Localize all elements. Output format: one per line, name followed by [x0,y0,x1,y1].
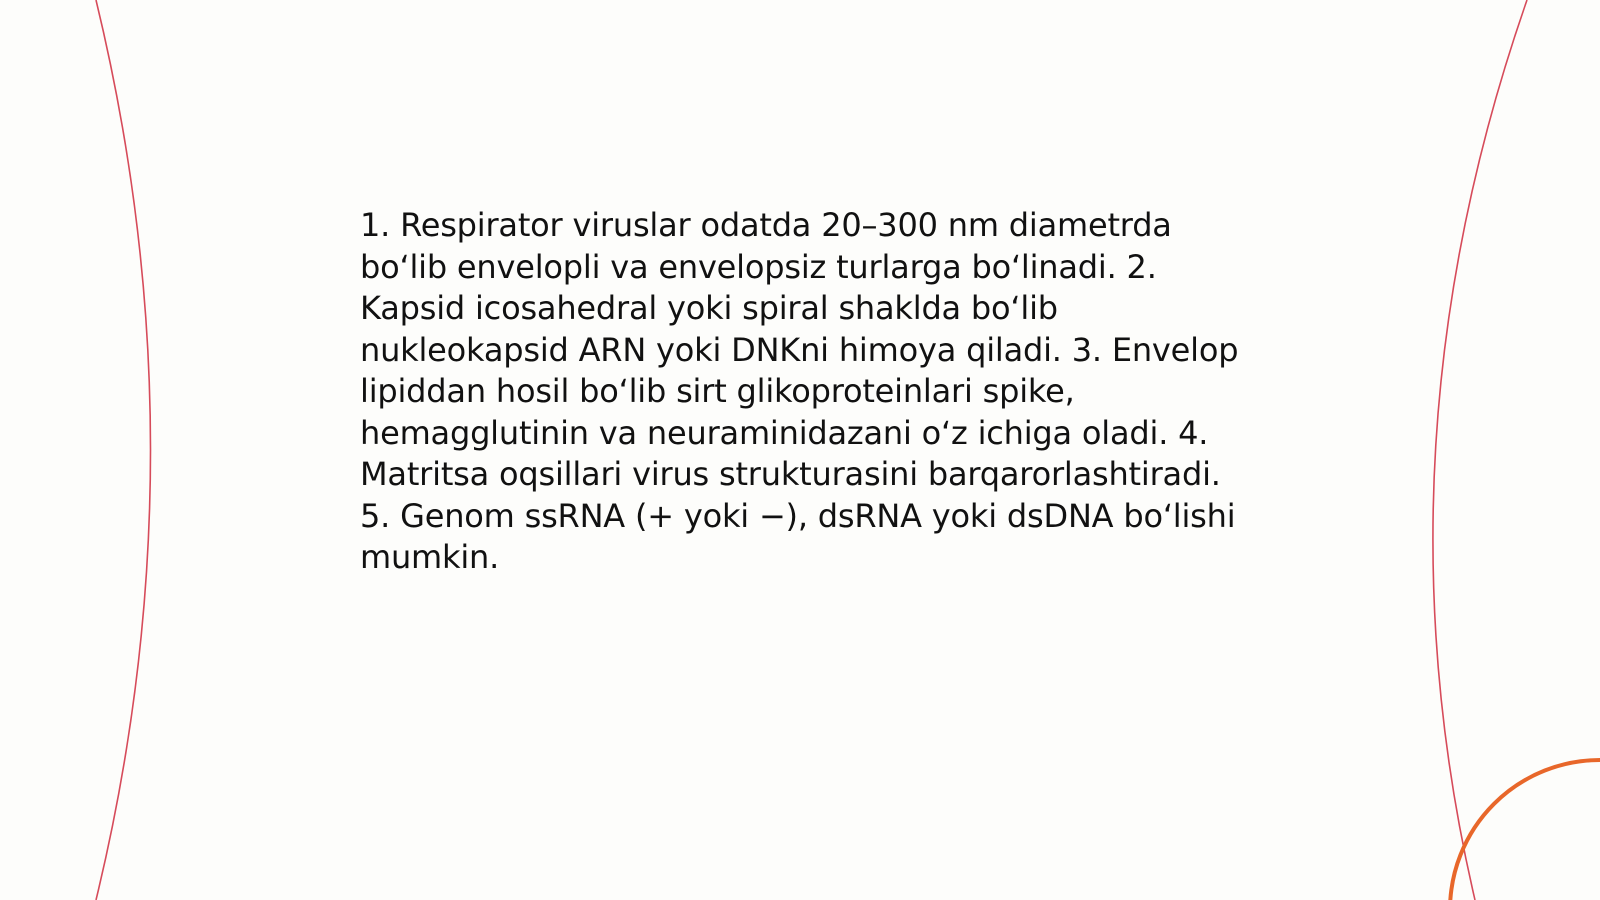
corner-accent-arc [1450,760,1600,900]
left-arc-line [96,0,151,900]
slide-body-text: 1. Respirator viruslar odatda 20–300 nm diametrda boʻlib envelopli va envelopsiz turlarga boʻlinadi. 2. Kapsid icosahedral yoki spiral shaklda boʻlib nukleokapsid ARN yoki DNKni himoya qiladi. 3. Envelop lipiddan hosil boʻlib sirt glikoproteinlari spike, hemagglutinin va neuraminidazani oʻz ichiga oladi. 4. Matritsa oqsillari virus strukturasini barqarorlashtiradi. 5. Genom ssRNA (+ yoki −), dsRNA yoki dsDNA boʻlishi mumkin. [360,206,1239,576]
right-arc-line [1433,0,1527,900]
